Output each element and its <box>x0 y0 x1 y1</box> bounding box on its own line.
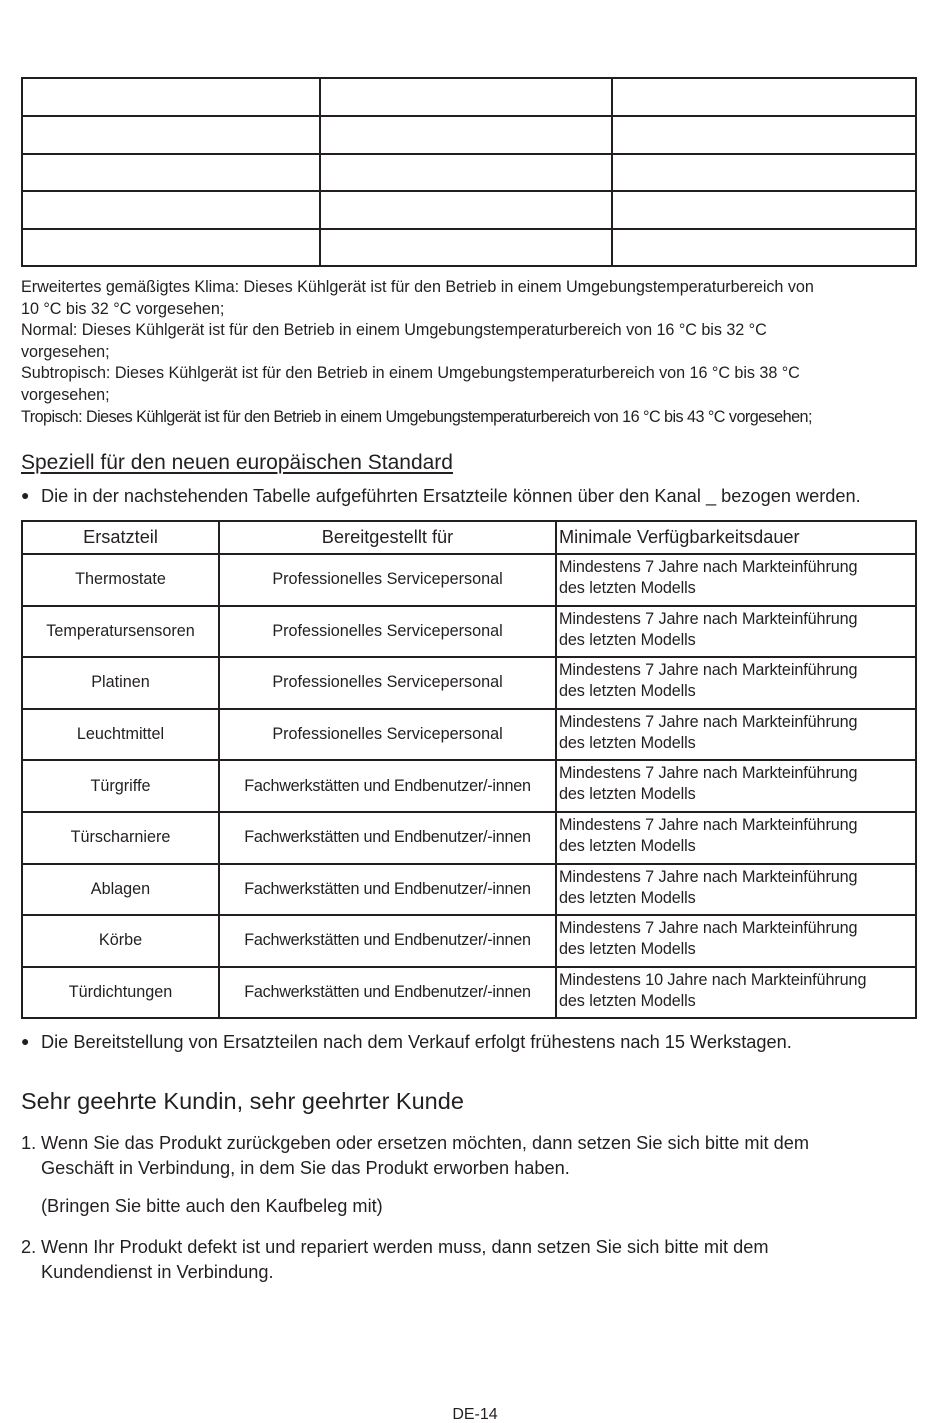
cell-availability <box>556 812 916 864</box>
climate-class-table <box>21 77 917 267</box>
climate-table-cell <box>22 78 320 116</box>
cell-spare-part: Ablagen <box>22 864 219 916</box>
cell-availability <box>556 709 916 761</box>
table-row <box>22 657 916 709</box>
climate-table-row <box>22 229 916 267</box>
list-text-line: Wenn Sie das Produkt zurückgeben oder ersetzen möchten, dann setzen Sie sich bitte mit dem <box>41 1133 810 1153</box>
availability-line: des letzten Modells <box>559 940 696 959</box>
cell-provided-for: Fachwerkstätten und Endbenutzer/-innen <box>219 915 556 967</box>
availability-line: des letzten Modells <box>559 630 696 649</box>
climate-table-row <box>22 191 916 229</box>
cell-provided-for: Fachwerkstätten und Endbenutzer/-innen <box>219 967 556 1019</box>
climate-table-row <box>22 154 916 192</box>
climate-note-extended: Erweitertes gemäßigtes Klima: Dieses Kühlgerät ist für den Betrieb in einem Umgebungstemperaturbereich von 10 °C bis 32 °C vorgesehen; <box>21 278 814 318</box>
list-text-line: Wenn Ihr Produkt defekt ist und repariert werden muss, dann setzen Sie sich bitte mit dem <box>41 1237 769 1257</box>
climate-table-cell <box>320 78 612 116</box>
table-row <box>22 606 916 658</box>
bullet-dot-icon: ● <box>21 1033 30 1049</box>
bullet-dot-icon: ● <box>21 487 30 503</box>
bullet-text: Die in der nachstehenden Tabelle aufgeführten Ersatzteile können über den Kanal _ bezogen werden. <box>41 486 861 506</box>
climate-table-row <box>22 78 916 116</box>
cell-spare-part: Körbe <box>22 915 219 967</box>
availability-line: des letzten Modells <box>559 836 696 855</box>
cell-availability <box>556 657 916 709</box>
cell-spare-part: Temperatursensoren <box>22 606 219 658</box>
cell-provided-for: Fachwerkstätten und Endbenutzer/-innen <box>219 812 556 864</box>
cell-spare-part: Türscharniere <box>22 812 219 864</box>
climate-note-normal: Normal: Dieses Kühlgerät ist für den Betrieb in einem Umgebungstemperaturbereich von 16 °C bis 32 °C vorgesehen; <box>21 321 767 361</box>
climate-table-cell <box>612 191 916 229</box>
bullet-text: Die Bereitstellung von Ersatzteilen nach dem Verkauf erfolgt frühestens nach 15 Werkstagen. <box>41 1032 792 1052</box>
list-number: 2. <box>21 1237 37 1257</box>
section-heading-eu-standard: Speziell für den neuen europäischen Standard <box>21 451 453 474</box>
climate-table-row <box>22 116 916 154</box>
climate-note-tropical: Tropisch: Dieses Kühlgerät ist für den Betrieb in einem Umgebungstemperaturbereich von 16 °C bis 43 °C vorgesehen; <box>21 407 812 426</box>
climate-table-cell <box>320 191 612 229</box>
availability-line: Mindestens 7 Jahre nach Markteinführung <box>559 558 858 576</box>
cell-spare-part: Türdichtungen <box>22 967 219 1019</box>
climate-table-cell <box>612 229 916 267</box>
availability-line: Mindestens 10 Jahre nach Markteinführung <box>559 970 867 989</box>
climate-table-cell <box>320 154 612 192</box>
table-row <box>22 812 916 864</box>
table-row <box>22 864 916 916</box>
list-number: 1. <box>21 1133 37 1153</box>
climate-table-cell <box>22 229 320 267</box>
table-row <box>22 760 916 812</box>
availability-line: des letzten Modells <box>559 991 696 1010</box>
table-row <box>22 967 916 1019</box>
availability-line: des letzten Modells <box>559 785 696 804</box>
header-availability: Minimale Verfügbarkeitsdauer <box>556 521 916 554</box>
availability-line: des letzten Modells <box>559 888 696 907</box>
cell-spare-part: Leuchtmittel <box>22 709 219 761</box>
cell-availability <box>556 915 916 967</box>
table-row <box>22 915 916 967</box>
list-item-repair <box>21 1235 926 1285</box>
cell-provided-for: Fachwerkstätten und Endbenutzer/-innen <box>219 760 556 812</box>
availability-line: des letzten Modells <box>559 579 696 597</box>
cell-spare-part: Türgriffe <box>22 760 219 812</box>
climate-table-cell <box>612 78 916 116</box>
list-text-line: Kundendienst in Verbindung. <box>41 1262 274 1282</box>
customer-salutation: Sehr geehrte Kundin, sehr geehrter Kunde <box>21 1088 464 1114</box>
availability-line: Mindestens 7 Jahre nach Markteinführung <box>559 609 858 628</box>
climate-table-cell <box>22 116 320 154</box>
header-provided-for: Bereitgestellt für <box>219 521 556 554</box>
climate-note-subtropical: Subtropisch: Dieses Kühlgerät ist für den Betrieb in einem Umgebungstemperaturbereich von 16 °C bis 38 °C vorgesehen; <box>21 364 800 404</box>
cell-provided-for: Professionelles Servicepersonal <box>219 657 556 709</box>
availability-line: Mindestens 7 Jahre nach Markteinführung <box>559 764 858 783</box>
availability-line: des letzten Modells <box>559 682 696 701</box>
table-row <box>22 554 916 606</box>
cell-spare-part: Platinen <box>22 657 219 709</box>
bullet-delivery-time <box>21 1032 792 1053</box>
availability-line: Mindestens 7 Jahre nach Markteinführung <box>559 815 858 834</box>
availability-line: Mindestens 7 Jahre nach Markteinführung <box>559 712 858 731</box>
cell-provided-for: Professionelles Servicepersonal <box>219 606 556 658</box>
bullet-spare-parts-channel <box>21 486 861 507</box>
cell-spare-part: Thermostate <box>22 554 219 606</box>
availability-line: Mindestens 7 Jahre nach Markteinführung <box>559 661 858 680</box>
cell-provided-for: Fachwerkstätten und Endbenutzer/-innen <box>219 864 556 916</box>
header-spare-part: Ersatzteil <box>22 521 219 554</box>
cell-availability <box>556 967 916 1019</box>
list-item-return <box>21 1131 926 1181</box>
climate-table-cell <box>22 191 320 229</box>
climate-table-cell <box>612 116 916 154</box>
availability-line: des letzten Modells <box>559 733 696 752</box>
climate-table-cell <box>320 116 612 154</box>
cell-availability <box>556 864 916 916</box>
climate-table-cell <box>22 154 320 192</box>
availability-line: Mindestens 7 Jahre nach Markteinführung <box>559 867 858 886</box>
cell-provided-for: Professionelles Servicepersonal <box>219 554 556 606</box>
climate-table-cell <box>320 229 612 267</box>
availability-line: Mindestens 7 Jahre nach Markteinführung <box>559 919 858 938</box>
cell-availability <box>556 760 916 812</box>
page-number: DE-14 <box>452 1406 498 1423</box>
receipt-note: (Bringen Sie bitte auch den Kaufbeleg mit) <box>41 1196 383 1216</box>
climate-class-notes <box>21 277 921 428</box>
cell-availability <box>556 554 916 606</box>
list-text-line: Geschäft in Verbindung, in dem Sie das Produkt erworben haben. <box>41 1158 570 1178</box>
cell-provided-for: Professionelles Servicepersonal <box>219 709 556 761</box>
table-row <box>22 709 916 761</box>
table-header-row <box>22 521 916 554</box>
climate-table-cell <box>612 154 916 192</box>
cell-availability <box>556 606 916 658</box>
spare-parts-table <box>21 520 917 1019</box>
